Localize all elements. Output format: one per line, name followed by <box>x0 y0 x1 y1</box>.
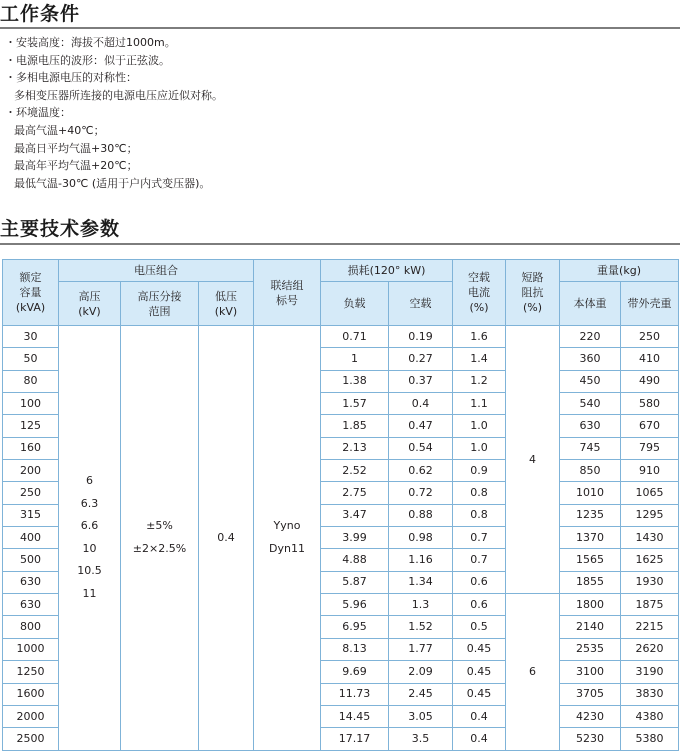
cell-load-loss: 5.87 <box>321 571 389 593</box>
cell-noload-current: 0.6 <box>453 571 506 593</box>
cell-body-weight: 1800 <box>560 594 621 616</box>
cell-noload-current: 0.6 <box>453 594 506 616</box>
cell-noload-loss: 0.37 <box>389 370 453 392</box>
section-divider <box>0 27 680 29</box>
conditions-list <box>5 34 223 192</box>
cell-gross-weight: 1430 <box>621 527 679 549</box>
cell-capacity: 400 <box>3 527 59 549</box>
header-noload-current: 空载 电流 (%) <box>453 260 506 326</box>
cell-load-loss: 3.47 <box>321 504 389 526</box>
cell-noload-current: 0.5 <box>453 616 506 638</box>
cell-load-loss: 8.13 <box>321 638 389 660</box>
table-row <box>3 326 679 348</box>
cell-capacity: 2000 <box>3 705 59 727</box>
header-body-weight: 本体重 <box>560 282 621 326</box>
condition-line: 多相变压器所连接的电源电压应近似对称。 <box>14 88 223 102</box>
cell-capacity: 1600 <box>3 683 59 705</box>
cell-noload-current: 0.7 <box>453 549 506 571</box>
cell-load-loss: 14.45 <box>321 705 389 727</box>
cell-capacity: 160 <box>3 437 59 459</box>
cell-load-loss: 11.73 <box>321 683 389 705</box>
cell-load-loss: 5.96 <box>321 594 389 616</box>
cell-load-loss: 1 <box>321 348 389 370</box>
cell-gross-weight: 1625 <box>621 549 679 571</box>
condition-line: ・多相电源电压的对称性： <box>5 71 137 85</box>
cell-noload-current: 0.45 <box>453 683 506 705</box>
cell-noload-current: 1.2 <box>453 370 506 392</box>
cell-gross-weight: 490 <box>621 370 679 392</box>
cell-noload-loss: 0.54 <box>389 437 453 459</box>
header-voltage-group: 电压组合 <box>59 260 254 282</box>
cell-gross-weight: 3190 <box>621 661 679 683</box>
cell-load-loss: 6.95 <box>321 616 389 638</box>
cell-noload-current: 1.4 <box>453 348 506 370</box>
section-title-conditions: 工作条件 <box>0 3 81 25</box>
cell-capacity: 1250 <box>3 661 59 683</box>
cell-body-weight: 220 <box>560 326 621 348</box>
cell-noload-loss: 0.62 <box>389 460 453 482</box>
cell-gross-weight: 795 <box>621 437 679 459</box>
cell-noload-loss: 0.4 <box>389 393 453 415</box>
header-tap-range: 高压分接 范围 <box>121 282 199 326</box>
cell-noload-current: 0.8 <box>453 482 506 504</box>
cell-capacity: 250 <box>3 482 59 504</box>
cell-capacity: 2500 <box>3 728 59 750</box>
cell-gross-weight: 2215 <box>621 616 679 638</box>
cell-impedance: 6 <box>506 594 560 750</box>
cell-noload-current: 0.4 <box>453 728 506 750</box>
cell-noload-loss: 1.16 <box>389 549 453 571</box>
cell-noload-current: 0.8 <box>453 504 506 526</box>
spec-table-wrapper <box>2 259 678 751</box>
cell-gross-weight: 250 <box>621 326 679 348</box>
cell-tap-range: ±5% ±2×2.5% <box>121 326 199 751</box>
cell-body-weight: 3100 <box>560 661 621 683</box>
header-capacity: 额定 容量 (kVA) <box>3 260 59 326</box>
condition-line: 最高气温+40℃； <box>14 123 105 137</box>
header-impedance: 短路 阻抗 (%) <box>506 260 560 326</box>
cell-noload-loss: 0.19 <box>389 326 453 348</box>
cell-body-weight: 360 <box>560 348 621 370</box>
cell-load-loss: 2.13 <box>321 437 389 459</box>
cell-body-weight: 630 <box>560 415 621 437</box>
condition-line: ・电源电压的波形：似于正弦波。 <box>5 53 170 67</box>
cell-body-weight: 850 <box>560 460 621 482</box>
cell-capacity: 500 <box>3 549 59 571</box>
header-noload-loss: 空载 <box>389 282 453 326</box>
cell-load-loss: 2.52 <box>321 460 389 482</box>
section-divider <box>0 243 680 245</box>
cell-gross-weight: 670 <box>621 415 679 437</box>
cell-load-loss: 2.75 <box>321 482 389 504</box>
cell-noload-loss: 1.52 <box>389 616 453 638</box>
cell-gross-weight: 3830 <box>621 683 679 705</box>
cell-noload-current: 1.0 <box>453 415 506 437</box>
cell-capacity: 1000 <box>3 638 59 660</box>
cell-capacity: 800 <box>3 616 59 638</box>
cell-body-weight: 540 <box>560 393 621 415</box>
cell-lv-value: 0.4 <box>199 326 254 751</box>
header-loss: 损耗(120° kW) <box>321 260 453 282</box>
condition-line: ・安装高度：海拔不超过1000m。 <box>5 36 176 49</box>
cell-body-weight: 1010 <box>560 482 621 504</box>
cell-noload-loss: 0.98 <box>389 527 453 549</box>
cell-body-weight: 4230 <box>560 705 621 727</box>
cell-noload-current: 0.7 <box>453 527 506 549</box>
cell-noload-loss: 2.09 <box>389 661 453 683</box>
cell-capacity: 80 <box>3 370 59 392</box>
cell-body-weight: 1565 <box>560 549 621 571</box>
cell-load-loss: 17.17 <box>321 728 389 750</box>
cell-body-weight: 745 <box>560 437 621 459</box>
header-weight: 重量(kg) <box>560 260 679 282</box>
cell-gross-weight: 1875 <box>621 594 679 616</box>
cell-noload-current: 0.9 <box>453 460 506 482</box>
cell-capacity: 50 <box>3 348 59 370</box>
cell-load-loss: 1.38 <box>321 370 389 392</box>
cell-body-weight: 2140 <box>560 616 621 638</box>
cell-load-loss: 0.71 <box>321 326 389 348</box>
header-hv: 高压 (kV) <box>59 282 121 326</box>
cell-gross-weight: 910 <box>621 460 679 482</box>
cell-body-weight: 1235 <box>560 504 621 526</box>
header-vector-group: 联结组 标号 <box>254 260 321 326</box>
cell-gross-weight: 4380 <box>621 705 679 727</box>
cell-noload-loss: 0.27 <box>389 348 453 370</box>
cell-noload-loss: 1.77 <box>389 638 453 660</box>
cell-gross-weight: 580 <box>621 393 679 415</box>
cell-noload-loss: 0.88 <box>389 504 453 526</box>
condition-line: 最高年平均气温+20℃； <box>14 159 138 173</box>
cell-capacity: 100 <box>3 393 59 415</box>
cell-body-weight: 3705 <box>560 683 621 705</box>
cell-body-weight: 1370 <box>560 527 621 549</box>
cell-load-loss: 1.85 <box>321 415 389 437</box>
cell-hv-values: 6 6.3 6.6 10 10.5 11 <box>59 326 121 751</box>
condition-line: 最低气温-30℃ (适用于户内式变压器)。 <box>14 176 211 190</box>
cell-noload-current: 1.1 <box>453 393 506 415</box>
cell-noload-current: 0.45 <box>453 661 506 683</box>
cell-load-loss: 3.99 <box>321 527 389 549</box>
cell-vector-group: Yyno Dyn11 <box>254 326 321 751</box>
cell-gross-weight: 5380 <box>621 728 679 750</box>
header-lv: 低压 (kV) <box>199 282 254 326</box>
cell-noload-loss: 3.05 <box>389 705 453 727</box>
cell-noload-current: 0.4 <box>453 705 506 727</box>
cell-gross-weight: 1295 <box>621 504 679 526</box>
cell-load-loss: 1.57 <box>321 393 389 415</box>
cell-noload-loss: 2.45 <box>389 683 453 705</box>
cell-capacity: 125 <box>3 415 59 437</box>
cell-body-weight: 2535 <box>560 638 621 660</box>
cell-noload-current: 0.45 <box>453 638 506 660</box>
cell-impedance: 4 <box>506 326 560 594</box>
cell-load-loss: 4.88 <box>321 549 389 571</box>
cell-gross-weight: 1930 <box>621 571 679 593</box>
cell-capacity: 630 <box>3 571 59 593</box>
condition-line: 最高日平均气温+30℃； <box>14 141 138 155</box>
cell-gross-weight: 1065 <box>621 482 679 504</box>
cell-capacity: 30 <box>3 326 59 348</box>
cell-noload-loss: 0.47 <box>389 415 453 437</box>
cell-capacity: 200 <box>3 460 59 482</box>
cell-capacity: 630 <box>3 594 59 616</box>
cell-capacity: 315 <box>3 504 59 526</box>
cell-noload-current: 1.0 <box>453 437 506 459</box>
spec-table <box>2 259 679 751</box>
cell-noload-loss: 1.3 <box>389 594 453 616</box>
cell-noload-loss: 1.34 <box>389 571 453 593</box>
cell-body-weight: 1855 <box>560 571 621 593</box>
cell-noload-loss: 0.72 <box>389 482 453 504</box>
cell-load-loss: 9.69 <box>321 661 389 683</box>
cell-noload-current: 1.6 <box>453 326 506 348</box>
header-gross-weight: 带外壳重 <box>621 282 679 326</box>
header-load-loss: 负载 <box>321 282 389 326</box>
section-title-params: 主要技术参数 <box>0 218 121 240</box>
cell-gross-weight: 410 <box>621 348 679 370</box>
cell-body-weight: 5230 <box>560 728 621 750</box>
cell-noload-loss: 3.5 <box>389 728 453 750</box>
condition-line: ・环境温度： <box>5 106 71 120</box>
cell-body-weight: 450 <box>560 370 621 392</box>
cell-gross-weight: 2620 <box>621 638 679 660</box>
